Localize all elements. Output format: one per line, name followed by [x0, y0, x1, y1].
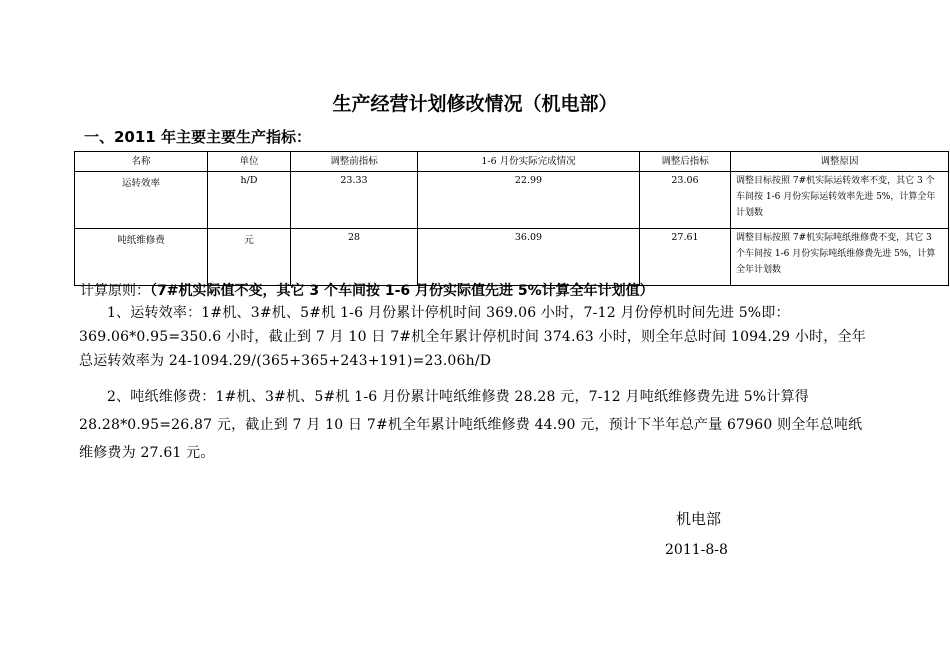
- header-before: 调整前指标: [291, 152, 418, 172]
- principle-label: 计算原则：: [80, 283, 150, 299]
- table-header-row: [75, 152, 949, 172]
- cell-name: 运转效率: [75, 172, 208, 229]
- header-name: 名称: [75, 152, 208, 172]
- header-unit: 单位: [208, 152, 291, 172]
- document-title: 生产经营计划修改情况（机电部）: [332, 93, 618, 115]
- cell-before: 28: [291, 229, 418, 286]
- paragraph-text: 1、运转效率：1#机、3#机、5#机 1-6 月份累计停机时间 369.06 小时，7-12 月份停机时间先进 5%即：369.06*0.95=350.6 小时，截止到 7 月 10 日 7#机全年累计停机时间 374.63 小时，则全年总时间 1094.29 小时，全年总运转效率为 24-1094.29/(365+365+243+191)=23.06h/D: [79, 305, 866, 369]
- signature-date: 2011-8-8: [665, 542, 728, 558]
- signature-department: 机电部: [676, 510, 722, 528]
- section-heading: 一、2011 年主要主要生产指标：: [84, 128, 311, 146]
- metrics-table: [74, 151, 949, 286]
- calculation-principle: [80, 280, 654, 300]
- cell-name: 吨纸维修费: [75, 229, 208, 286]
- cell-unit: h/D: [208, 172, 291, 229]
- table-row: [75, 172, 949, 229]
- cell-before: 23.33: [291, 172, 418, 229]
- principle-text: （7#机实际值不变，其它 3 个车间按 1-6 月份实际值先进 5%计算全年计划值）: [150, 283, 654, 299]
- header-reason: 调整原因: [731, 152, 949, 172]
- cell-unit: 元: [208, 229, 291, 286]
- cell-actual: 22.99: [418, 172, 640, 229]
- cell-after: 27.61: [640, 229, 731, 286]
- cell-after: 23.06: [640, 172, 731, 229]
- cell-reason: 调整目标按照 7#机实际运转效率不变，其它 3 个车间按 1-6 月份实际运转效率先进 5%，计算全年计划数: [731, 172, 949, 229]
- header-actual: 1-6 月份实际完成情况: [418, 152, 640, 172]
- cell-reason: 调整目标按照 7#机实际吨纸维修费不变，其它 3 个车间按 1-6 月份实际吨纸维修费先进 5%，计算全年计划数: [731, 229, 949, 286]
- cell-actual: 36.09: [418, 229, 640, 286]
- table-row: [75, 229, 949, 286]
- paragraph-text: 2、吨纸维修费：1#机、3#机、5#机 1-6 月份累计吨纸维修费 28.28 元，7-12 月吨纸维修费先进 5%计算得 28.28*0.95=26.87 元，截止到 7 月 10 日 7#机全年累计吨纸维修费 44.90 元，预计下半年总产量 67960 则全年总吨纸维修费为 27.61 元。: [79, 389, 863, 461]
- header-after: 调整后指标: [640, 152, 731, 172]
- paragraph-maintenance: [79, 383, 875, 467]
- paragraph-efficiency: [79, 301, 875, 373]
